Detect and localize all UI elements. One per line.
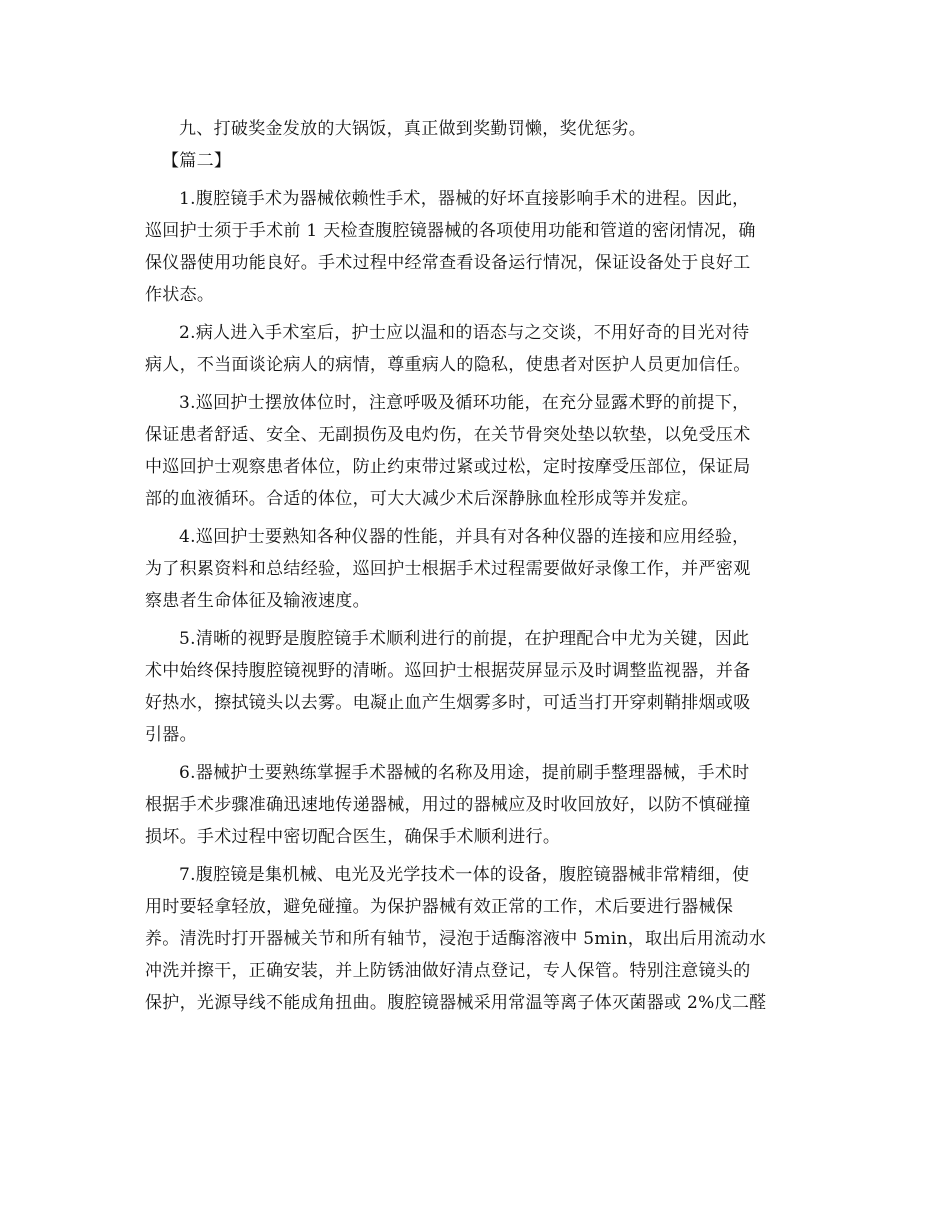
paragraph-2 [145, 317, 805, 381]
text-line: 病人，不当面谈论病人的病情，尊重病人的隐私，使患者对医护人员更加信任。 [145, 355, 751, 375]
text-line: 部的血液循环。合适的体位，可大大减少术后深静脉血栓形成等并发症。 [145, 489, 699, 509]
text-line: 1.腹腔镜手术为器械依赖性手术，器械的好坏直接影响手术的进程。因此， [179, 189, 750, 209]
text-line: 冲洗并擦干，正确安装，并上防锈油做好清点登记，专人保管。特别注意镜头的 [145, 961, 751, 981]
text-line: 好热水，擦拭镜头以去雾。电凝止血产生烟雾多时，可适当打开穿刺鞘排烟或吸 [145, 693, 751, 713]
text-line: 3.巡回护士摆放体位时，注意呼吸及循环功能，在充分显露术野的前提下， [179, 393, 750, 413]
text-line: 保护，光源导线不能成角扭曲。腹腔镜器械采用常温等离子体灭菌器或 2%戊二醛 [145, 993, 767, 1013]
paragraph-1 [145, 183, 805, 311]
text-line: 为了积累资料和总结经验，巡回护士根据手术过程需要做好录像工作，并严密观 [145, 559, 751, 579]
paragraph-5 [145, 623, 805, 751]
text-line: 保证患者舒适、安全、无副损伤及电灼伤，在关节骨突处垫以软垫，以免受压术 [145, 425, 751, 445]
text-line: 九、打破奖金发放的大锅饭，真正做到奖勤罚懒，奖优惩劣。 [179, 119, 647, 139]
text-line: 7.腹腔镜是集机械、电光及光学技术一体的设备，腹腔镜器械非常精细，使 [179, 865, 750, 885]
paragraph-4 [145, 521, 805, 617]
text-line: 保仪器使用功能良好。手术过程中经常查看设备运行情况，保证设备处于良好工 [145, 253, 751, 273]
section-heading-text: 【篇二】 [162, 151, 232, 171]
paragraph-7 [145, 859, 805, 1019]
text-line: 根据手术步骤准确迅速地传递器械，用过的器械应及时收回放好，以防不慎碰撞 [145, 795, 751, 815]
text-line: 2.病人进入手术室后，护士应以温和的语态与之交谈，不用好奇的目光对待 [179, 323, 750, 343]
text-line: 5.清晰的视野是腹腔镜手术顺利进行的前提，在护理配合中尤为关键，因此 [179, 629, 750, 649]
text-line: 损坏。手术过程中密切配合医生，确保手术顺利进行。 [145, 827, 561, 847]
text-line: 6.器械护士要熟练掌握手术器械的名称及用途，提前刷手整理器械，手术时 [179, 763, 750, 783]
item-nine-paragraph [145, 113, 805, 145]
text-line: 4.巡回护士要熟知各种仪器的性能，并具有对各种仪器的连接和应用经验， [179, 527, 750, 547]
text-line: 作状态。 [145, 285, 215, 305]
text-line: 察患者生命体征及输液速度。 [145, 591, 370, 611]
paragraph-3 [145, 387, 805, 515]
text-line: 术中始终保持腹腔镜视野的清晰。巡回护士根据荧屏显示及时调整监视器，并备 [145, 661, 751, 681]
paragraph-6 [145, 757, 805, 853]
text-line: 引器。 [145, 725, 197, 745]
section-heading [145, 145, 805, 177]
document-body [145, 113, 805, 1019]
text-line: 中巡回护士观察患者体位，防止约束带过紧或过松，定时按摩受压部位，保证局 [145, 457, 751, 477]
text-line: 巡回护士须于手术前 1 天检查腹腔镜器械的各项使用功能和管道的密闭情况，确 [145, 221, 756, 241]
text-line: 用时要轻拿轻放，避免碰撞。为保护器械有效正常的工作，术后要进行器械保 [145, 897, 734, 917]
text-line: 养。清洗时打开器械关节和所有轴节，浸泡于适酶溶液中 5min，取出后用流动水 [145, 929, 767, 949]
